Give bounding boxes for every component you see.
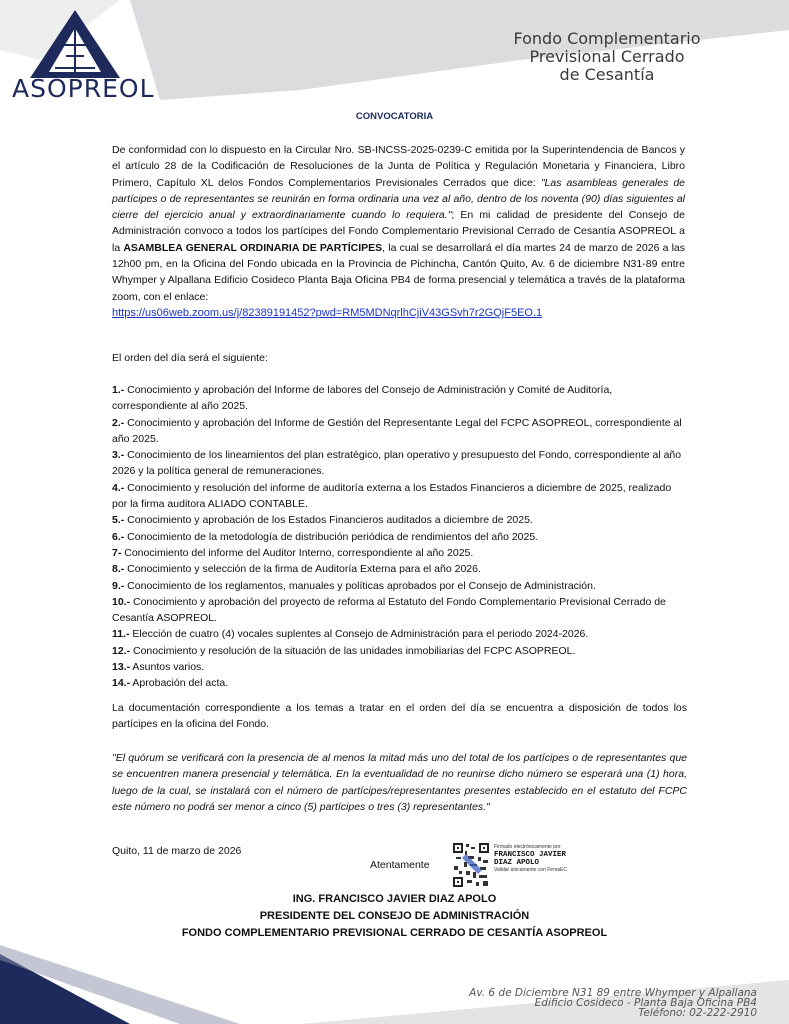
- intro-text-2: ; En mi calidad de presidente del Consejo de Administración convoco a todos los partícipes del Fondo Complementario Previsional Cerrado de Cesantía ASOPREOL a la: [112, 209, 685, 254]
- agenda-item-number: 4.-: [112, 481, 125, 494]
- agenda-item-text: Conocimiento y aprobación del Informe de labores del Consejo de Administración y Comité de Auditoría, correspondiente al año 2025.: [112, 384, 613, 413]
- agenda-item-text: Conocimiento de los lineamientos del plan estratégico, plan operativo y presupuesto del Fondo, correspondiente al año 2026 y la política general de remuneraciones.: [112, 449, 682, 478]
- assembly-name: ASAMBLEA GENERAL ORDINARIA DE PARTÍCIPES: [123, 241, 383, 254]
- agenda-item: [112, 480, 687, 513]
- intro-text-3: , la cual se desarrollará el día martes 24 de marzo de 2026 a las 12h00 pm, en la Oficina del Fondo ubicada en la Provincia de Pichincha, Cantón Quito, Av. 6 de diciembre N31-89 entre Whymper y Alpallana Edificio Cosideco Planta Baja Oficina PB4 de forma presencial y telemática a través de la plataforma zoom, con el enlace:: [112, 241, 685, 303]
- closing-salutation: Atentamente: [370, 859, 430, 871]
- signer-role: PRESIDENTE DEL CONSEJO DE ADMINISTRACIÓN: [259, 910, 530, 922]
- agenda-item-number: 3.-: [112, 449, 125, 462]
- quorum-paragraph: "El quórum se verificará con la presencia de al menos la mitad más uno del total de los partícipes o de representantes que se encuentren manera presencial y telemática. En la eventualidad de no reunirse dicho número se esperará una (1) hora, luego de la cual, se instalará con el número de partícipes/representantes presentes establecido en el estatuto del FCPC este número no podrá ser menor a cinco (5) partícipes o tres (3) representantes.": [112, 752, 687, 813]
- place-date: Quito, 11 de marzo de 2026: [112, 845, 242, 857]
- footer-address-line2: Edificio Cosideco - Planta Baja Oficina PB4: [534, 997, 757, 1009]
- agenda-item: [112, 561, 687, 577]
- agenda-item-text: Conocimiento y aprobación de los Estados Financieros auditados a diciembre de 2025.: [124, 514, 533, 527]
- agenda-item: [112, 659, 687, 675]
- agenda-item-text: Elección de cuatro (4) vocales suplentes al Consejo de Administración para el periodo 2024-2026.: [129, 628, 589, 641]
- agenda-item: [112, 643, 687, 659]
- agenda-item-text: Aprobación del acta.: [130, 677, 229, 690]
- agenda-item: [112, 512, 687, 528]
- intro-quote: "Las asambleas generales de partícipes o de representantes se reunirán en forma ordinaria una vez al año, dentro de los noventa (90) días siguientes al cierre del ejercicio anual y extraordinariamente cuando lo requiera.": [112, 176, 685, 222]
- electronic-signature-stamp: [494, 844, 604, 874]
- agenda-item-number: 5.-: [112, 514, 125, 527]
- agenda-item-text: Conocimiento y aprobación del proyecto de reforma al Estatuto del Fondo Complementario Previsional Cerrado de Cesantía ASOPREOL.: [112, 595, 666, 625]
- signer-block: [0, 891, 789, 942]
- agenda-item-number: 8.-: [112, 563, 125, 576]
- agenda-item-number: 9.-: [112, 579, 125, 592]
- signer-name: ING. FRANCISCO JAVIER DIAZ APOLO: [292, 893, 497, 905]
- footer-phone: Teléfono: 02-222-2910: [638, 1007, 757, 1019]
- document-title: CONVOCATORIA: [355, 111, 434, 122]
- signature-name-line2: DIAZ APOLO: [494, 859, 540, 867]
- agenda-item-text: Conocimiento de los reglamentos, manuales y políticas aprobados por el Consejo de Administración.: [124, 579, 596, 592]
- fund-name-line3: de Cesantía: [559, 65, 655, 84]
- agenda-item: [112, 447, 687, 480]
- qr-code-icon: [452, 842, 490, 888]
- agenda-item-number: 11.-: [112, 628, 130, 641]
- agenda-item-number: 2.-: [112, 416, 125, 429]
- footer-address-line1: Av. 6 de Diciembre N31 89 entre Whymper y Alpallana: [469, 987, 757, 999]
- fund-name-line1: Fondo Complementario: [513, 29, 701, 48]
- intro-paragraph: [112, 142, 685, 321]
- agenda-item-number: 14.-: [112, 677, 131, 690]
- agenda-item-text: Conocimiento de la metodología de distribución periódica de rendimientos del año 2025.: [124, 530, 539, 543]
- agenda-item: [112, 415, 687, 448]
- agenda-item: [112, 578, 687, 594]
- signature-caption-bottom: Validar únicamente con FirmaEC: [494, 867, 567, 873]
- signer-organization: FONDO COMPLEMENTARIO PREVISIONAL CERRADO DE CESANTÍA ASOPREOL: [181, 927, 608, 939]
- agenda-item-number: 10.-: [112, 595, 131, 608]
- agenda-item: [112, 626, 687, 642]
- agenda-item-text: Conocimiento y resolución del informe de auditoría externa a los Estados Financieros a diciembre de 2025, realizado por la firma auditora ALIADO CONTABLE.: [112, 481, 672, 511]
- agenda-item-number: 6.-: [112, 530, 125, 543]
- agenda-item-text: Conocimiento y aprobación del Informe de Gestión del Representante Legal del FCPC ASOPREOL, correspondiente al año 2025.: [112, 416, 682, 445]
- intro-text-1: De conformidad con lo dispuesto en la Circular Nro. SB-INCSS-2025-0239-C emitida por la Superintendencia de Bancos y el artículo 28 de la Codificación de Resoluciones de la Junta de Política y Regulación Monetaria y Financiera, Libro Primero, Capítulo XL delos Fondos Complementarios Previsionales Cerrados que dice:: [112, 144, 685, 189]
- order-intro: El orden del día será el siguiente:: [112, 352, 268, 364]
- agenda-item: [112, 529, 687, 545]
- agenda-item-text: Asuntos varios.: [130, 661, 205, 674]
- agenda-item-text: Conocimiento y selección de la firma de Auditoría Externa para el año 2026.: [124, 563, 481, 576]
- signature-caption-top: Firmado electrónicamente por:: [494, 844, 562, 850]
- agenda-item-number: 13.-: [112, 661, 131, 674]
- agenda-item-text: Conocimiento y resolución de la situación de las unidades inmobiliarias del FCPC ASOPREOL.: [130, 644, 576, 657]
- logo-text: ASOPREOL: [12, 74, 155, 103]
- footer-address: [469, 988, 757, 1018]
- agenda-item-text: Conocimiento del informe del Auditor Interno, correspondiente al año 2025.: [121, 546, 474, 559]
- agenda-item-number: 7-: [112, 546, 122, 559]
- agenda-item: [112, 675, 687, 691]
- documentation-note: La documentación correspondiente a los temas a tratar en el orden del día se encuentra a disposición de todos los partícipes en la oficina del Fondo.: [112, 702, 687, 731]
- fund-name-line2: Previsional Cerrado: [529, 47, 685, 66]
- zoom-link[interactable]: https://us06web.zoom.us/j/82389191452?pwd=RM5MDNqrlhCjiV43GSvh7r2GQjF5EO.1: [112, 306, 543, 319]
- agenda-item-number: 1.-: [112, 384, 125, 396]
- agenda-item: [112, 545, 687, 561]
- agenda-item-number: 12.-: [112, 644, 131, 657]
- fund-name: [477, 30, 737, 84]
- agenda-item: [112, 382, 687, 415]
- signature-name-line1: FRANCISCO JAVIER: [494, 851, 567, 859]
- agenda-list: [112, 382, 687, 692]
- agenda-item: [112, 594, 687, 627]
